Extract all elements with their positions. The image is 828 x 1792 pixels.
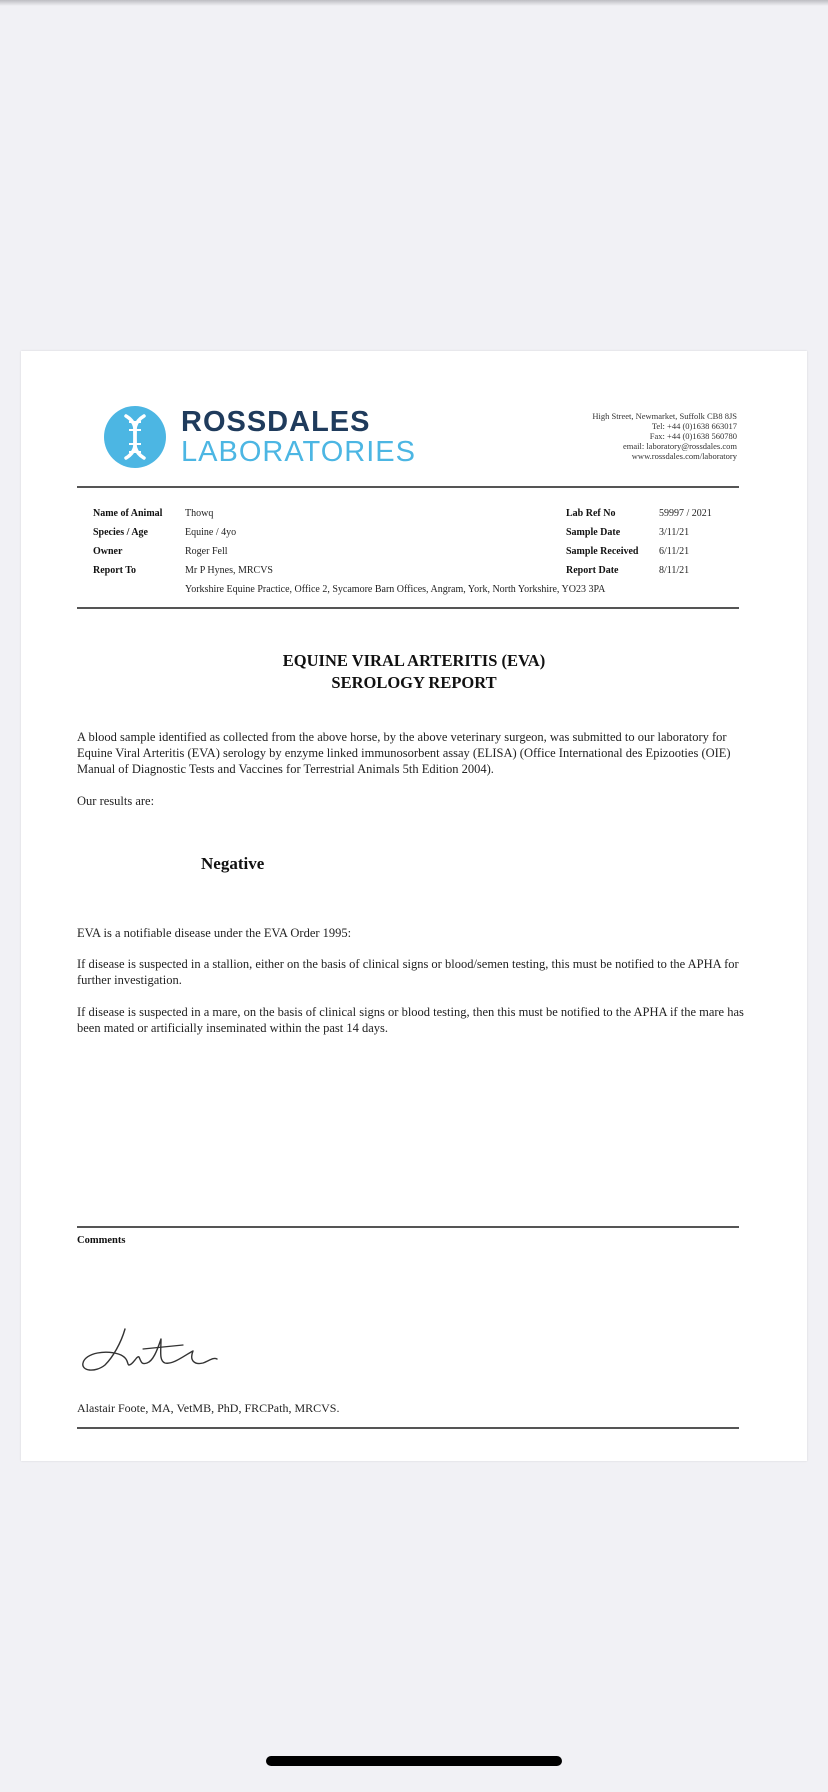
stallion-note: If disease is suspected in a stallion, either on the basis of clinical signs or blood/semen testing, this must be notified to the APHA for further investigation.	[77, 957, 739, 987]
top-shadow	[0, 0, 828, 6]
address-line: High Street, Newmarket, Suffolk CB8 8JS	[592, 411, 737, 421]
brand-subname: LABORATORIES	[181, 436, 416, 468]
name-of-animal-value: Thowq	[185, 508, 214, 519]
report-to-address: Yorkshire Equine Practice, Office 2, Sycamore Barn Offices, Angram, York, North Yorkshire, YO23 3PA	[185, 584, 606, 595]
species-age-value: Equine / 4yo	[185, 527, 237, 538]
report-to-value: Mr P Hynes, MRCVS	[185, 565, 273, 576]
test-result: Negative	[201, 854, 265, 873]
details-divider	[77, 607, 739, 609]
address-fax: Fax: +44 (0)1638 560780	[649, 431, 737, 441]
owner-label: Owner	[93, 546, 123, 557]
sample-date-value: 3/11/21	[659, 527, 690, 538]
species-age-label: Species / Age	[93, 527, 148, 538]
lab-address	[592, 411, 737, 461]
mare-note: If disease is suspected in a mare, on the basis of clinical signs or blood testing, then this must be notified to the APHA if the mare has been mated or artificially inseminated within the past 14 days.	[77, 1005, 744, 1035]
report-subtitle: SEROLOGY REPORT	[331, 673, 497, 692]
comments-label: Comments	[77, 1235, 126, 1246]
name-of-animal-label: Name of Animal	[93, 508, 163, 519]
report-date-value: 8/11/21	[659, 565, 690, 576]
notifiable-statement: EVA is a notifiable disease under the EVA Order 1995:	[77, 926, 352, 940]
address-email: email: laboratory@rossdales.com	[622, 441, 737, 451]
lab-ref-value: 59997 / 2021	[659, 508, 712, 519]
report-date-label: Report Date	[566, 565, 619, 576]
signatory-name: Alastair Foote, MA, VetMB, PhD, FRCPath, MRCVS.	[77, 1401, 340, 1415]
lab-ref-label: Lab Ref No	[566, 508, 616, 519]
report-to-label: Report To	[93, 565, 137, 576]
sample-received-value: 6/11/21	[659, 546, 690, 557]
owner-value: Roger Fell	[185, 546, 228, 557]
report-document[interactable]	[21, 351, 807, 1461]
address-website: www.rossdales.com/laboratory	[631, 451, 737, 461]
results-intro: Our results are:	[77, 794, 155, 808]
sample-date-label: Sample Date	[566, 527, 621, 538]
comments-divider	[77, 1226, 739, 1228]
home-indicator[interactable]	[266, 1756, 562, 1766]
dna-logo-icon	[104, 406, 166, 468]
header-divider	[77, 486, 739, 488]
report-title: EQUINE VIRAL ARTERITIS (EVA)	[282, 651, 546, 670]
sample-received-label: Sample Received	[566, 546, 639, 557]
footer-divider	[77, 1427, 739, 1429]
brand-name: ROSSDALES	[181, 406, 371, 438]
signature-icon	[77, 1321, 257, 1386]
intro-paragraph: A blood sample identified as collected from the above horse, by the above veterinary surgeon, was submitted to our laboratory for Equine Viral Arteritis (EVA) serology by enzyme linked immunosorbent assay (ELISA) (Office International des Epizooties (OIE) Manual of Diagnostic Tests and Vaccines for Terrestrial Animals 5th Edition 2004).	[77, 730, 731, 776]
address-phone: Tel: +44 (0)1638 663017	[651, 421, 737, 431]
